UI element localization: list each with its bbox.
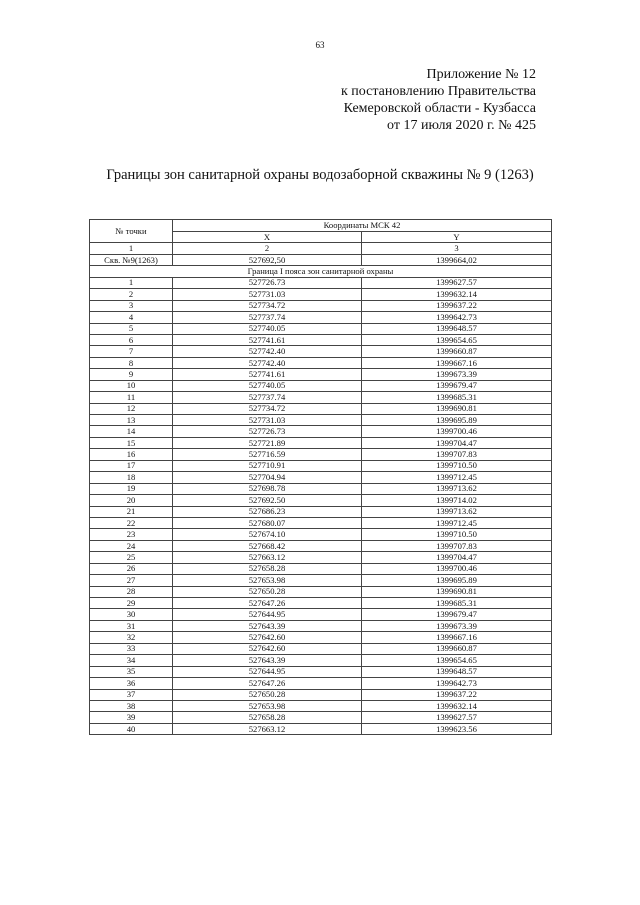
y-coordinate-cell: 1399648.57 xyxy=(362,323,552,334)
point-number-cell: 29 xyxy=(90,598,173,609)
point-number-cell: 10 xyxy=(90,380,173,391)
y-coordinate-cell: 1399700.46 xyxy=(362,563,552,574)
x-coordinate-cell: 527680.07 xyxy=(173,517,362,528)
y-coordinate-cell: 1399660.87 xyxy=(362,346,552,357)
table-row xyxy=(90,369,552,380)
y-coordinate-cell: 1399642.73 xyxy=(362,678,552,689)
table-row xyxy=(90,460,552,471)
x-coordinate-cell: 527663.12 xyxy=(173,723,362,734)
y-coordinate-cell: 1399710.50 xyxy=(362,529,552,540)
table-row xyxy=(90,403,552,414)
point-number-cell: 3 xyxy=(90,300,173,311)
point-number-cell: 37 xyxy=(90,689,173,700)
well-x: 527692,50 xyxy=(173,254,362,265)
x-coordinate-cell: 527731.03 xyxy=(173,415,362,426)
x-coordinate-cell: 527710.91 xyxy=(173,460,362,471)
y-coordinate-cell: 1399648.57 xyxy=(362,666,552,677)
x-coordinate-cell: 527668.42 xyxy=(173,540,362,551)
table-row xyxy=(90,540,552,551)
well-label: Скв. №9(1263) xyxy=(90,254,173,265)
point-number-cell: 22 xyxy=(90,517,173,528)
y-coordinate-cell: 1399632.14 xyxy=(362,289,552,300)
point-number-cell: 34 xyxy=(90,655,173,666)
y-coordinate-cell: 1399695.89 xyxy=(362,415,552,426)
x-coordinate-cell: 527642.60 xyxy=(173,632,362,643)
y-coordinate-cell: 1399654.65 xyxy=(362,655,552,666)
y-coordinate-cell: 1399704.47 xyxy=(362,552,552,563)
y-coordinate-cell: 1399712.45 xyxy=(362,472,552,483)
table-row xyxy=(90,506,552,517)
point-number-cell: 32 xyxy=(90,632,173,643)
table-row xyxy=(90,689,552,700)
x-coordinate-cell: 527740.05 xyxy=(173,380,362,391)
table-row xyxy=(90,632,552,643)
point-number-cell: 13 xyxy=(90,415,173,426)
table-row xyxy=(90,392,552,403)
x-coordinate-cell: 527692.50 xyxy=(173,495,362,506)
header-y: Y xyxy=(362,232,552,243)
table-row xyxy=(90,437,552,448)
table-row xyxy=(90,483,552,494)
x-coordinate-cell: 527726.73 xyxy=(173,277,362,288)
point-number-cell: 16 xyxy=(90,449,173,460)
x-coordinate-cell: 527647.26 xyxy=(173,678,362,689)
x-coordinate-cell: 527642.60 xyxy=(173,643,362,654)
table-row xyxy=(90,598,552,609)
x-coordinate-cell: 527644.95 xyxy=(173,609,362,620)
y-coordinate-cell: 1399679.47 xyxy=(362,380,552,391)
table-row xyxy=(90,300,552,311)
document-title: Границы зон санитарной охраны водозаборной скважины № 9 (1263) xyxy=(106,167,534,183)
table-row xyxy=(90,529,552,540)
y-coordinate-cell: 1399710.50 xyxy=(362,460,552,471)
y-coordinate-cell: 1399632.14 xyxy=(362,700,552,711)
point-number-cell: 35 xyxy=(90,666,173,677)
point-number-cell: 12 xyxy=(90,403,173,414)
point-number-cell: 5 xyxy=(90,323,173,334)
appendix-line-3: Кемеровской области - Кузбасса xyxy=(343,101,536,116)
x-coordinate-cell: 527731.03 xyxy=(173,289,362,300)
x-coordinate-cell: 527740.05 xyxy=(173,323,362,334)
point-number-cell: 39 xyxy=(90,712,173,723)
point-number-cell: 7 xyxy=(90,346,173,357)
point-number-cell: 31 xyxy=(90,620,173,631)
y-coordinate-cell: 1399685.31 xyxy=(362,392,552,403)
table-row xyxy=(90,312,552,323)
header-point-number: № точки xyxy=(90,220,173,243)
point-number-cell: 28 xyxy=(90,586,173,597)
y-coordinate-cell: 1399637.22 xyxy=(362,689,552,700)
point-number-cell: 15 xyxy=(90,437,173,448)
x-coordinate-cell: 527734.72 xyxy=(173,300,362,311)
point-number-cell: 26 xyxy=(90,563,173,574)
y-coordinate-cell: 1399623.56 xyxy=(362,723,552,734)
table-row xyxy=(90,517,552,528)
table-row xyxy=(90,586,552,597)
table-row xyxy=(90,700,552,711)
x-coordinate-cell: 527734.72 xyxy=(173,403,362,414)
table-row xyxy=(90,723,552,734)
x-coordinate-cell: 527653.98 xyxy=(173,575,362,586)
point-number-cell: 20 xyxy=(90,495,173,506)
appendix-header xyxy=(276,66,536,134)
table-row xyxy=(90,563,552,574)
y-coordinate-cell: 1399685.31 xyxy=(362,598,552,609)
well-y: 1399664,02 xyxy=(362,254,552,265)
x-coordinate-cell: 527647.26 xyxy=(173,598,362,609)
point-number-cell: 36 xyxy=(90,678,173,689)
point-number-cell: 2 xyxy=(90,289,173,300)
point-number-cell: 19 xyxy=(90,483,173,494)
y-coordinate-cell: 1399673.39 xyxy=(362,369,552,380)
table-row xyxy=(90,357,552,368)
point-number-cell: 4 xyxy=(90,312,173,323)
point-number-cell: 24 xyxy=(90,540,173,551)
x-coordinate-cell: 527643.39 xyxy=(173,620,362,631)
table-row xyxy=(90,666,552,677)
x-coordinate-cell: 527742.40 xyxy=(173,346,362,357)
y-coordinate-cell: 1399627.57 xyxy=(362,277,552,288)
table-row xyxy=(90,643,552,654)
y-coordinate-cell: 1399704.47 xyxy=(362,437,552,448)
x-coordinate-cell: 527698.78 xyxy=(173,483,362,494)
belt-title-row xyxy=(90,266,552,277)
x-coordinate-cell: 527742.40 xyxy=(173,357,362,368)
x-coordinate-cell: 527741.61 xyxy=(173,369,362,380)
point-number-cell: 14 xyxy=(90,426,173,437)
table-row xyxy=(90,449,552,460)
y-coordinate-cell: 1399679.47 xyxy=(362,609,552,620)
y-coordinate-cell: 1399690.81 xyxy=(362,586,552,597)
table-row xyxy=(90,712,552,723)
point-number-cell: 9 xyxy=(90,369,173,380)
page-number: 63 xyxy=(315,40,325,50)
x-coordinate-cell: 527644.95 xyxy=(173,666,362,677)
x-coordinate-cell: 527716.59 xyxy=(173,449,362,460)
point-number-cell: 18 xyxy=(90,472,173,483)
column-number-1: 1 xyxy=(90,243,173,254)
y-coordinate-cell: 1399673.39 xyxy=(362,620,552,631)
y-coordinate-cell: 1399642.73 xyxy=(362,312,552,323)
table-row xyxy=(90,472,552,483)
column-number-2: 2 xyxy=(173,243,362,254)
x-coordinate-cell: 527653.98 xyxy=(173,700,362,711)
point-number-cell: 27 xyxy=(90,575,173,586)
y-coordinate-cell: 1399667.16 xyxy=(362,632,552,643)
table-row xyxy=(90,552,552,563)
x-coordinate-cell: 527658.28 xyxy=(173,563,362,574)
table-row xyxy=(90,655,552,666)
table-row xyxy=(90,609,552,620)
y-coordinate-cell: 1399713.62 xyxy=(362,483,552,494)
y-coordinate-cell: 1399714.02 xyxy=(362,495,552,506)
y-coordinate-cell: 1399707.83 xyxy=(362,449,552,460)
header-x: X xyxy=(173,232,362,243)
x-coordinate-cell: 527674.10 xyxy=(173,529,362,540)
y-coordinate-cell: 1399690.81 xyxy=(362,403,552,414)
table-row xyxy=(90,426,552,437)
point-number-cell: 8 xyxy=(90,357,173,368)
table-row xyxy=(90,346,552,357)
point-number-cell: 11 xyxy=(90,392,173,403)
y-coordinate-cell: 1399667.16 xyxy=(362,357,552,368)
table-row xyxy=(90,678,552,689)
coordinates-table xyxy=(89,219,552,735)
table-row xyxy=(90,620,552,631)
x-coordinate-cell: 527686.23 xyxy=(173,506,362,517)
table-row xyxy=(90,495,552,506)
column-number-row xyxy=(90,243,552,254)
table-row xyxy=(90,380,552,391)
table-row xyxy=(90,415,552,426)
point-number-cell: 40 xyxy=(90,723,173,734)
x-coordinate-cell: 527658.28 xyxy=(173,712,362,723)
table-row xyxy=(90,289,552,300)
x-coordinate-cell: 527643.39 xyxy=(173,655,362,666)
y-coordinate-cell: 1399660.87 xyxy=(362,643,552,654)
belt-title: Граница I пояса зон санитарной охраны xyxy=(90,266,552,277)
appendix-line-1: Приложение № 12 xyxy=(426,67,536,82)
point-number-cell: 23 xyxy=(90,529,173,540)
appendix-line-2: к постановлению Правительства xyxy=(340,84,536,99)
x-coordinate-cell: 527741.61 xyxy=(173,334,362,345)
table-row xyxy=(90,277,552,288)
y-coordinate-cell: 1399695.89 xyxy=(362,575,552,586)
x-coordinate-cell: 527737.74 xyxy=(173,392,362,403)
point-number-cell: 17 xyxy=(90,460,173,471)
table-row xyxy=(90,323,552,334)
x-coordinate-cell: 527726.73 xyxy=(173,426,362,437)
coordinates-table-body xyxy=(90,220,552,735)
point-number-cell: 21 xyxy=(90,506,173,517)
x-coordinate-cell: 527650.28 xyxy=(173,689,362,700)
header-coordinates: Координаты МСК 42 xyxy=(173,220,552,232)
x-coordinate-cell: 527737.74 xyxy=(173,312,362,323)
y-coordinate-cell: 1399654.65 xyxy=(362,334,552,345)
appendix-line-4: от 17 июля 2020 г. № 425 xyxy=(387,118,536,133)
table-row xyxy=(90,334,552,345)
y-coordinate-cell: 1399707.83 xyxy=(362,540,552,551)
y-coordinate-cell: 1399627.57 xyxy=(362,712,552,723)
table-row xyxy=(90,575,552,586)
well-row xyxy=(90,254,552,265)
x-coordinate-cell: 527663.12 xyxy=(173,552,362,563)
y-coordinate-cell: 1399712.45 xyxy=(362,517,552,528)
column-number-3: 3 xyxy=(362,243,552,254)
point-number-cell: 6 xyxy=(90,334,173,345)
point-number-cell: 38 xyxy=(90,700,173,711)
point-number-cell: 1 xyxy=(90,277,173,288)
y-coordinate-cell: 1399637.22 xyxy=(362,300,552,311)
x-coordinate-cell: 527704.94 xyxy=(173,472,362,483)
point-number-cell: 30 xyxy=(90,609,173,620)
x-coordinate-cell: 527721.89 xyxy=(173,437,362,448)
point-number-cell: 33 xyxy=(90,643,173,654)
point-number-cell: 25 xyxy=(90,552,173,563)
y-coordinate-cell: 1399713.62 xyxy=(362,506,552,517)
x-coordinate-cell: 527650.28 xyxy=(173,586,362,597)
table-header-row xyxy=(90,220,552,232)
y-coordinate-cell: 1399700.46 xyxy=(362,426,552,437)
